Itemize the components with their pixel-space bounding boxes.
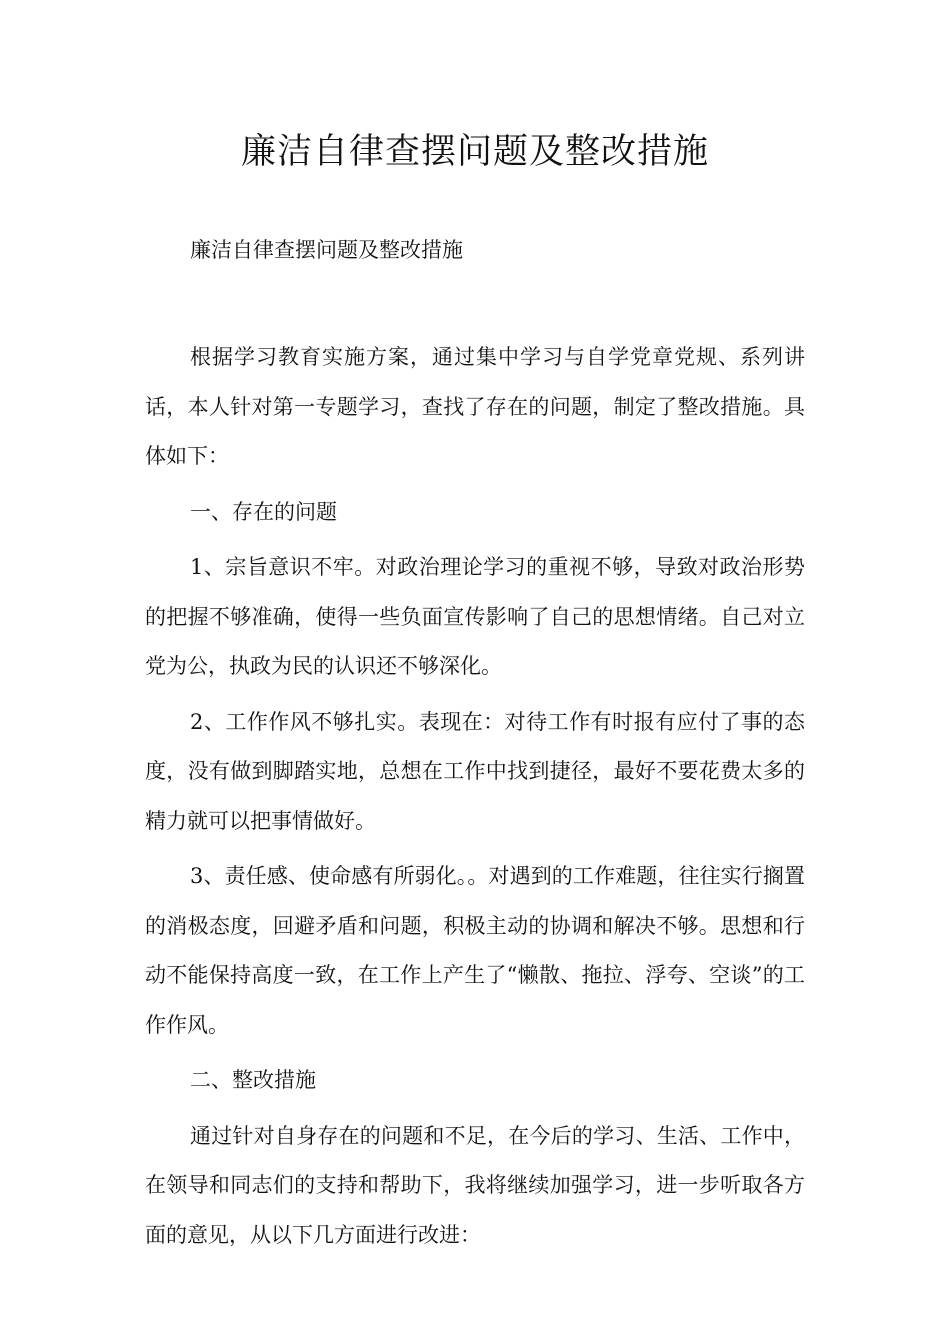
paragraph-measures-intro: 通过针对自身存在的问题和不足，在今后的学习、生活、工作中，在领导和同志们的支持和帮助下，我将继续加强学习，进一步听取各方面的意见，从以下几方面进行改进： bbox=[145, 1123, 805, 1247]
paragraph-problem-2: 2、工作作风不够扎实。表现在：对待工作有时报有应付了事的态度，没有做到脚踏实地，总想在工作中找到捷径，最好不要花费太多的精力就可以把事情做好。 bbox=[145, 709, 805, 833]
paragraph-problem-3: 3、责任感、使命感有所弱化。。对遇到的工作难题，往往实行搁置的消极态度，回避矛盾和问题，积极主动的协调和解决不够。思想和行动不能保持高度一致，在工作上产生了“懒散、拖拉、浮夸、空谈”的工作作风。 bbox=[145, 864, 805, 1037]
document-title: 廉洁自律查摆问题及整改措施 bbox=[240, 132, 709, 172]
paragraph-problem-1: 1、宗旨意识不牢。对政治理论学习的重视不够，导致对政治形势的把握不够准确，使得一些负面宣传影响了自己的思想情绪。自己对立党为公，执政为民的认识还不够深化。 bbox=[145, 555, 805, 678]
document-body bbox=[145, 333, 805, 1266]
document-subtitle: 廉洁自律查摆问题及整改措施 bbox=[190, 238, 463, 262]
paragraph-intro: 根据学习教育实施方案，通过集中学习与自学党章党规、系列讲话，本人针对第一专题学习，查找了存在的问题，制定了整改措施。具体如下： bbox=[145, 345, 805, 468]
section-heading-problems: 一、存在的问题 bbox=[190, 499, 337, 524]
section-heading-measures: 二、整改措施 bbox=[190, 1068, 316, 1092]
